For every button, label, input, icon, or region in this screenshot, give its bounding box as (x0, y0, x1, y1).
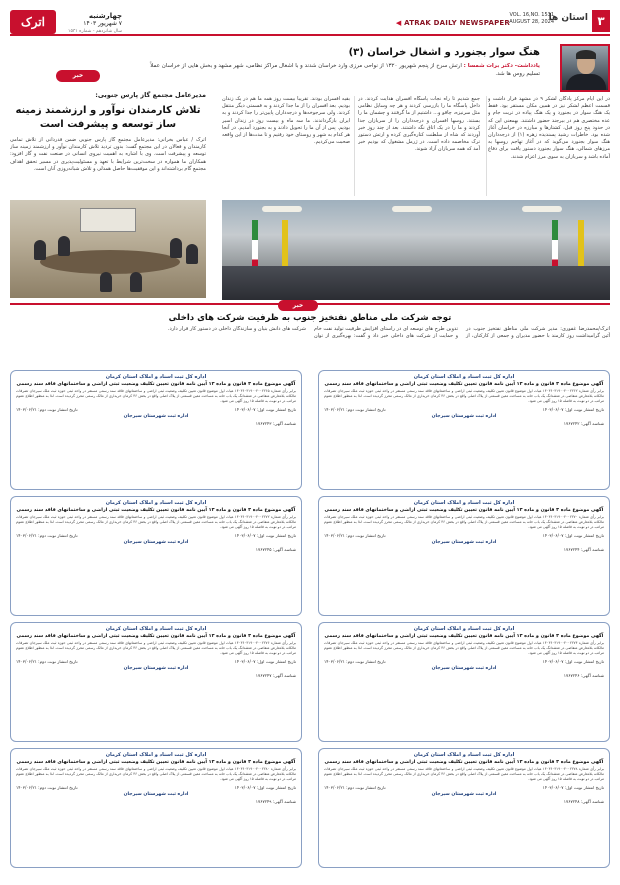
masthead-rule (10, 34, 610, 36)
ceiling-lamp (262, 206, 302, 212)
notice-signature: اداره ثبت شهرستان سیرجان (123, 791, 189, 797)
notice-title: آگهی موضوع ماده ۳ قانون و ماده ۱۳ آیین نامه قانون تعیین تکلیف وضعیت ثبتی اراضی و ساختمانهای فاقد سند رسمی (16, 382, 296, 387)
notice-code: شناسه آگهی: ۱۷۶۷۲۴۶ (563, 672, 604, 678)
meeting-person (34, 240, 46, 260)
notice-dates (16, 533, 296, 538)
meeting-person (100, 272, 112, 292)
volume-line: VOL. 16,NO. 1531 (509, 12, 554, 18)
notice-code: شناسه آگهی: ۱۷۶۷۲۴۴ (563, 546, 604, 552)
masthead (10, 10, 610, 40)
lede-label: یادداشت- دکتر برات شمسا : (463, 63, 540, 69)
notice-title: آگهی موضوع ماده ۳ قانون و ماده ۱۳ آیین نامه قانون تعیین تکلیف وضعیت ثبتی اراضی و ساختمانهای فاقد سند رسمی (16, 760, 296, 765)
section-name: استان ها (548, 13, 588, 23)
notice-date: تاریخ انتشار نوبت دوم: ۱۴۰۳/۰۶/۲۱ (324, 532, 386, 538)
notice-date: تاریخ انتشار نوبت اول: ۱۴۰۳/۰۶/۰۷ (542, 406, 604, 412)
notice-date: تاریخ انتشار نوبت دوم: ۱۴۰۳/۰۶/۲۱ (16, 406, 78, 412)
legal-notice (318, 622, 610, 742)
arrow-icon: ◀ (395, 19, 405, 27)
page-number: ۳ (592, 10, 610, 32)
notice-date: تاریخ انتشار نوبت اول: ۱۴۰۳/۰۶/۰۷ (542, 784, 604, 790)
notice-body: برابر رأی شماره ۱۴۰۳۶۰۳۱۹۰۰۴۰۰۲۲۶۵ هیات اول موضوع قانون تعیین تکلیف وضعیت ثبتی اراضی و ساختمانهای فاقد سند رسمی مستقر در واحد ثبتی حوزه ثبت ملک سیرجان تصرفات مالکانه بلامعارض متقاضی در ششدانگ یک باب خانه به مساحت معین قسمتی از پلاک اصلی واقع در بخش ۳۶ کرمان خریداری از مالک رسمی محرز گردیده است. لذا به منظور اطلاع عموم مراتب در دو نوبت به فاصله ۱۵ روز آگهی می شود. (16, 389, 296, 404)
notice-signature: اداره ثبت شهرستان سیرجان (123, 413, 189, 419)
portrait-body (566, 74, 606, 92)
notice-signature: اداره ثبت شهرستان سیرجان (431, 413, 497, 419)
notice-date: تاریخ انتشار نوبت دوم: ۱۴۰۳/۰۶/۲۱ (324, 784, 386, 790)
notice-dates (324, 533, 604, 538)
author-portrait (560, 44, 610, 92)
notice-date: تاریخ انتشار نوبت اول: ۱۴۰۳/۰۶/۰۷ (234, 532, 296, 538)
notice-issuer: اداره کل ثبت اسناد و املاک استان کرمان (413, 752, 515, 758)
notice-dates (16, 659, 296, 664)
legal-notice (10, 370, 302, 490)
feature-title: تلاش کارمندان نوآور و ارزشمند زمینه ساز توسعه و پیشرفت است (15, 105, 201, 130)
notice-dates (16, 785, 296, 790)
notice-body: برابر رأی شماره ۱۴۰۳۶۰۳۱۹۰۰۴۰۰۲۲۷۴ هیات اول موضوع قانون تعیین تکلیف وضعیت ثبتی اراضی و ساختمانهای فاقد سند رسمی مستقر در واحد ثبتی حوزه ثبت ملک سیرجان تصرفات مالکانه بلامعارض متقاضی در ششدانگ یک باب خانه به مساحت معین قسمتی از پلاک اصلی واقع در بخش ۳۶ کرمان خریداری از مالک رسمی محرز گردیده است. لذا به منظور اطلاع عموم مراتب در دو نوبت به فاصله ۱۵ روز آگهی می شود. (324, 641, 604, 656)
meeting-person (130, 272, 142, 292)
notice-dates (16, 407, 296, 412)
notice-body: برابر رأی شماره ۱۴۰۳۶۰۳۱۹۰۰۴۰۰۲۲۷۰ هیات اول موضوع قانون تعیین تکلیف وضعیت ثبتی اراضی و ساختمانهای فاقد سند رسمی مستقر در واحد ثبتی حوزه ثبت ملک سیرجان تصرفات مالکانه بلامعارض متقاضی در ششدانگ یک باب خانه به مساحت معین قسمتی از پلاک اصلی واقع در بخش ۳۶ کرمان خریداری از مالک رسمی محرز گردیده است. لذا به منظور اطلاع عموم مراتب در دو نوبت به فاصله ۱۵ روز آگهی می شود. (324, 515, 604, 530)
notice-code: شناسه آگهی: ۱۷۶۷۲۴۹ (255, 798, 296, 804)
legal-notice (10, 748, 302, 868)
notice-issuer: اداره کل ثبت اسناد و املاک استان کرمان (413, 626, 515, 632)
legal-notice (318, 748, 610, 868)
notice-date: تاریخ انتشار نوبت دوم: ۱۴۰۳/۰۶/۲۱ (324, 658, 386, 664)
notice-date: تاریخ انتشار نوبت اول: ۱۴۰۳/۰۶/۰۷ (234, 658, 296, 664)
news-badge: خبر (278, 300, 318, 311)
notice-body: برابر رأی شماره ۱۴۰۳۶۰۳۱۹۰۰۴۰۰۲۲۸۰ هیات اول موضوع قانون تعیین تکلیف وضعیت ثبتی اراضی و ساختمانهای فاقد سند رسمی مستقر در واحد ثبتی حوزه ثبت ملک سیرجان تصرفات مالکانه بلامعارض متقاضی در ششدانگ یک باب خانه به مساحت معین قسمتی از پلاک اصلی واقع در بخش ۳۶ کرمان خریداری از مالک رسمی محرز گردیده است. لذا به منظور اطلاع عموم مراتب در دو نوبت به فاصله ۱۵ روز آگهی می شود. (16, 767, 296, 782)
notice-date: تاریخ انتشار نوبت دوم: ۱۴۰۳/۰۶/۲۱ (16, 784, 78, 790)
portrait-hair (576, 50, 596, 59)
notice-code: شناسه آگهی: ۱۷۶۷۲۴۸ (563, 798, 604, 804)
notice-title: آگهی موضوع ماده ۳ قانون و ماده ۱۳ آیین نامه قانون تعیین تکلیف وضعیت ثبتی اراضی و ساختمانهای فاقد سند رسمی (16, 508, 296, 513)
notice-code: شناسه آگهی: ۱۷۶۷۲۴۲ (563, 420, 604, 426)
legal-notice (10, 622, 302, 742)
paper-name-text: ATRAK DAILY NEWSPAPER (404, 19, 510, 27)
notice-issuer: اداره کل ثبت اسناد و املاک استان کرمان (105, 500, 207, 506)
ceiling-lamp (522, 206, 562, 212)
meeting-photo (10, 200, 206, 298)
paper-name-latin (396, 19, 510, 27)
notice-date: تاریخ انتشار نوبت اول: ۱۴۰۳/۰۶/۰۷ (542, 532, 604, 538)
notice-dates (324, 407, 604, 412)
volume-box (509, 12, 554, 26)
notice-body: برابر رأی شماره ۱۴۰۳۶۰۳۱۹۰۰۴۰۰۲۲۷۸ هیات اول موضوع قانون تعیین تکلیف وضعیت ثبتی اراضی و ساختمانهای فاقد سند رسمی مستقر در واحد ثبتی حوزه ثبت ملک سیرجان تصرفات مالکانه بلامعارض متقاضی در ششدانگ یک باب خانه به مساحت معین قسمتی از پلاک اصلی واقع در بخش ۳۶ کرمان خریداری از مالک رسمی محرز گردیده است. لذا به منظور اطلاع عموم مراتب در دو نوبت به فاصله ۱۵ روز آگهی می شود. (324, 767, 604, 782)
article-column-2: جمع شدیم تا راه نجات پاسگاه افسران هدایت کردند. در داخل پاسگاه ما را بازرسی کردند و هر چه وسایل نظامی مثل سرنیزه، چاقو و... داشتیم از ما گرفتند و چشمان ما را بستند. روسها افسران و درجه‌داران را از سربازان جدا کردند و ما را در یک اتاق نگه داشتند. بعد از چند روز خبر آوردند که شاه از سلطنت کناره‌گیری کرده و ارتش دستور ترک مخاصمه داده است. در ژرمل مشغول که بودیم خبر آمد که همه سربازان آزاد شوند. (358, 96, 480, 153)
column-divider (486, 96, 487, 196)
column-divider (354, 96, 355, 196)
feature-body: اترک / عباس بخرانی: مدیرعامل مجتمع گاز پارس جنوبی ضمن قدردانی از تلاش تمامی کارمندان و فعالان در این مجتمع گفت: بدون تردید تلاش کارمندان نوآور و ارزشمند زمینه ساز توسعه و پیشرفت است. وی با اشاره به اهمیت نیروی انسانی در صنعت نفت و گاز افزود: همکاران ما همواره در سخت‌ترین شرایط با تعهد و مسئولیت‌پذیری در مسیر تحقق اهداف مجتمع گام برداشته‌اند و این موفقیت‌ها حاصل همدلی و تلاش شبانه‌روزی آنان است. (10, 137, 206, 172)
notice-date: تاریخ انتشار نوبت دوم: ۱۴۰۳/۰۶/۲۱ (16, 532, 78, 538)
audience (222, 266, 610, 300)
legal-notice (318, 496, 610, 616)
notice-signature: اداره ثبت شهرستان سیرجان (123, 539, 189, 545)
notice-body: برابر رأی شماره ۱۴۰۳۶۰۳۱۹۰۰۴۰۰۲۲۷۶ هیات اول موضوع قانون تعیین تکلیف وضعیت ثبتی اراضی و ساختمانهای فاقد سند رسمی مستقر در واحد ثبتی حوزه ثبت ملک سیرجان تصرفات مالکانه بلامعارض متقاضی در ششدانگ یک باب خانه به مساحت معین قسمتی از پلاک اصلی واقع در بخش ۳۶ کرمان خریداری از مالک رسمی محرز گردیده است. لذا به منظور اطلاع عموم مراتب در دو نوبت به فاصله ۱۵ روز آگهی می شود. (16, 641, 296, 656)
issue-day: چهارشنبه (88, 12, 122, 20)
second-headline: توجه شرکت ملی مناطق نفتخیز جنوب به ظرفیت شرکت های داخلی (168, 313, 452, 323)
newspaper-logo: اترک (10, 10, 56, 34)
notice-date: تاریخ انتشار نوبت اول: ۱۴۰۳/۰۶/۰۷ (234, 406, 296, 412)
notice-date: تاریخ انتشار نوبت دوم: ۱۴۰۳/۰۶/۲۱ (324, 406, 386, 412)
issue-number: سال شانزدهم - شماره ۱۵۳۱ (68, 29, 122, 34)
notice-date: تاریخ انتشار نوبت اول: ۱۴۰۳/۰۶/۰۷ (234, 784, 296, 790)
volume-date: AUGUST 28, 2024 (509, 19, 554, 25)
main-headline: هنگ سوار بجنورد و اشغال خراسان (۳) (348, 47, 540, 58)
article-column-3: بقیه افسران بودند. تقریباً بیست روز همه ما هم در یک زندان بودیم. بعد افسران را از ما جدا کردند و به قسمتی دیگر منتقل کردند. ولی سرجوخه‌ها و درجه‌داران پایین‌تر را جدا کردند و به ایران بازگرداندند. ما سه ماه و بیست روز در زندان اسیر بودیم. پس از آن ما را تحویل دادند و به بجنورد آمدیم. در آنجا هر کدام به شهر و روستای خود رفتیم و تا مدت‌ها از این واقعه صحبت می‌کردیم. (222, 96, 350, 146)
notice-issuer: اداره کل ثبت اسناد و املاک استان کرمان (105, 626, 207, 632)
notice-title: آگهی موضوع ماده ۳ قانون و ماده ۱۳ آیین نامه قانون تعیین تکلیف وضعیت ثبتی اراضی و ساختمانهای فاقد سند رسمی (324, 508, 604, 513)
notice-code: شناسه آگهی: ۱۷۶۷۲۴۳ (255, 420, 296, 426)
notice-code: شناسه آگهی: ۱۷۶۷۲۴۵ (255, 546, 296, 552)
notice-issuer: اداره کل ثبت اسناد و املاک استان کرمان (413, 500, 515, 506)
notice-date: تاریخ انتشار نوبت اول: ۱۴۰۳/۰۶/۰۷ (542, 658, 604, 664)
notice-signature: اداره ثبت شهرستان سیرجان (431, 791, 497, 797)
notice-title: آگهی موضوع ماده ۳ قانون و ماده ۱۳ آیین نامه قانون تعیین تکلیف وضعیت ثبتی اراضی و ساختمانهای فاقد سند رسمی (324, 760, 604, 765)
notice-issuer: اداره کل ثبت اسناد و املاک استان کرمان (413, 374, 515, 380)
meeting-screen (80, 208, 136, 232)
feature-kicker: مدیرعامل مجتمع گاز پارس جنوبی: (95, 91, 206, 99)
notice-title: آگهی موضوع ماده ۳ قانون و ماده ۱۳ آیین نامه قانون تعیین تکلیف وضعیت ثبتی اراضی و ساختمانهای فاقد سند رسمی (324, 634, 604, 639)
notice-signature: اداره ثبت شهرستان سیرجان (431, 665, 497, 671)
notice-dates (324, 659, 604, 664)
meeting-person (170, 238, 182, 258)
meeting-person (186, 244, 198, 264)
notice-issuer: اداره کل ثبت اسناد و املاک استان کرمان (105, 752, 207, 758)
notice-body: برابر رأی شماره ۱۴۰۳۶۰۳۱۹۰۰۴۰۰۲۲۶۲ هیات اول موضوع قانون تعیین تکلیف وضعیت ثبتی اراضی و ساختمانهای فاقد سند رسمی مستقر در واحد ثبتی حوزه ثبت ملک سیرجان تصرفات مالکانه بلامعارض متقاضی در ششدانگ یک باب خانه به مساحت معین قسمتی از پلاک اصلی واقع در بخش ۳۶ کرمان خریداری از مالک رسمی محرز گردیده است. لذا به منظور اطلاع عموم مراتب در دو نوبت به فاصله ۱۵ روز آگهی می شود. (324, 389, 604, 404)
issue-date-text: ۷ شهریور ۱۴۰۳ (83, 20, 122, 27)
notice-dates (324, 785, 604, 790)
legal-notice (10, 496, 302, 616)
article-column-1: در این ایام مرکز پادگان لشکر ۹ در مشهد قرار داشت و قسمت اعظم لشکر نیز در همین مکان مستقر بود. فقط یک هنگ سوار در بجنورد و یک هنگ پیاده در تربت جام و عده مختصری هم در بیرجند حضور داشتند. بهمعنی این که در حدود پنج روز قبل، کشتارها و مبارزه در خراسان آغاز شده بود. خاطرات رشید پسندیده زهره (۱) از درجه‌داران هنگ سوار بجنورد می‌گوید که در آغاز تهاجم روسها به مرزهای شمالی، هنگ سوار بجنورد دستور یافت برای دفاع آماده باشد و سربازان به سوی مرز اعزام شدند. (488, 96, 610, 160)
notice-title: آگهی موضوع ماده ۳ قانون و ماده ۱۳ آیین نامه قانون تعیین تکلیف وضعیت ثبتی اراضی و ساختمانهای فاقد سند رسمی (324, 382, 604, 387)
notice-body: برابر رأی شماره ۱۴۰۳۶۰۳۱۹۰۰۴۰۰۲۲۷۲ هیات اول موضوع قانون تعیین تکلیف وضعیت ثبتی اراضی و ساختمانهای فاقد سند رسمی مستقر در واحد ثبتی حوزه ثبت ملک سیرجان تصرفات مالکانه بلامعارض متقاضی در ششدانگ یک باب خانه به مساحت معین قسمتی از پلاک اصلی واقع در بخش ۳۶ کرمان خریداری از مالک رسمی محرز گردیده است. لذا به منظور اطلاع عموم مراتب در دو نوبت به فاصله ۱۵ روز آگهی می شود. (16, 515, 296, 530)
notice-issuer: اداره کل ثبت اسناد و املاک استان کرمان (105, 374, 207, 380)
notice-date: تاریخ انتشار نوبت دوم: ۱۴۰۳/۰۶/۲۱ (16, 658, 78, 664)
ceremony-photo (222, 200, 610, 300)
notice-signature: اداره ثبت شهرستان سیرجان (123, 665, 189, 671)
notice-code: شناسه آگهی: ۱۷۶۷۲۴۷ (255, 672, 296, 678)
meeting-person (58, 236, 70, 256)
legal-notice (318, 370, 610, 490)
news-badge: خبر (56, 70, 100, 82)
second-story-body: اترک/محمدرضا غفوری: مدیر شرکت ملی مناطق نفتخیز جنوب در آئین گرامیداشت روز کارمند با حضور مدیران و جمعی از کارکنان، از تدوین طرح های توسعه ای در راستای افزایش ظرفیت تولید نفت خام و حمایت از شرکت های داخلی خبر داد و گفت: بهره‌گیری از توان شرکت های دانش بنیان و سازندگان داخلی در دستور کار قرار دارد. (167, 326, 610, 340)
lede-text: ارتش سرخ از پنجم شهریور ۱۳۲۰ از نواحی مرزی وارد خراسان شدند و با اشغال مراکز نظامی، شهر مشهد و بخش هایی از خراسان عملاً تسلیم روس ها شد. (150, 63, 540, 77)
notice-title: آگهی موضوع ماده ۳ قانون و ماده ۱۳ آیین نامه قانون تعیین تکلیف وضعیت ثبتی اراضی و ساختمانهای فاقد سند رسمی (16, 634, 296, 639)
notice-signature: اداره ثبت شهرستان سیرجان (431, 539, 497, 545)
issue-date (62, 12, 122, 36)
ceiling-lamp (392, 206, 432, 212)
main-lede (140, 62, 540, 78)
